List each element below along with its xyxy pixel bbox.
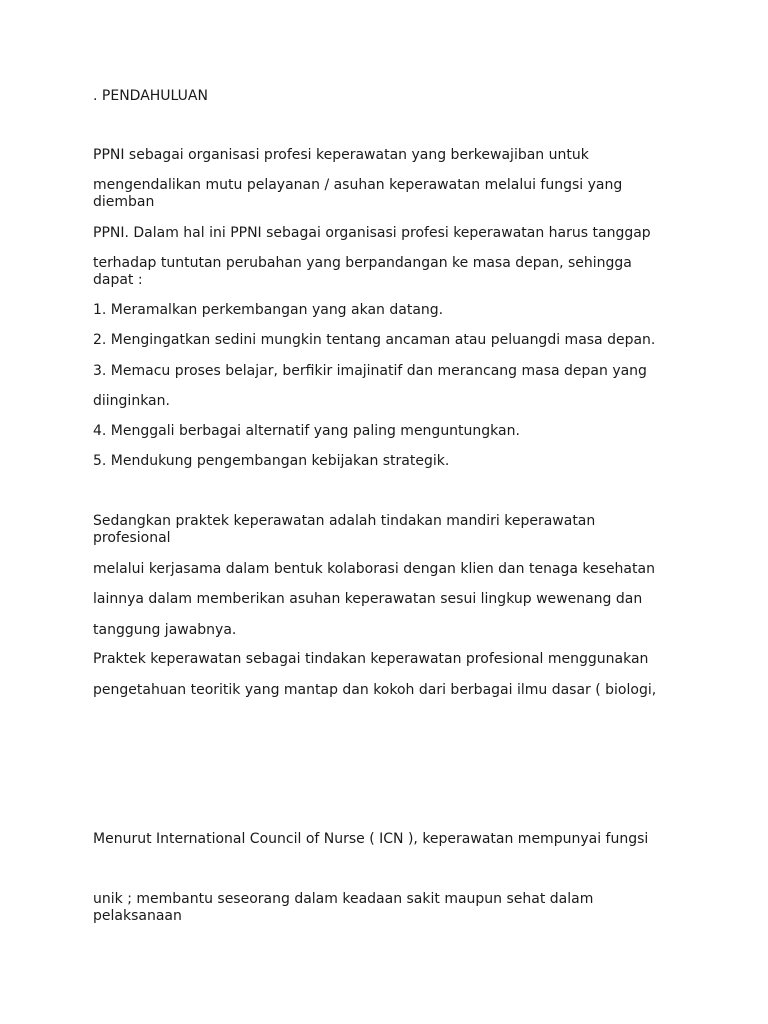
paragraph-line: Menurut International Council of Nurse ( ICN ), keperawatan mempunyai fungsi	[93, 831, 649, 847]
paragraph-line: unik ; membantu seseorang dalam keadaan sakit maupun sehat dalam pelaksanaan	[93, 891, 594, 924]
paragraph-line: mengendalikan mutu pelayanan / asuhan keperawatan melalui fungsi yang diemban	[93, 177, 623, 210]
paragraph-line: Praktek keperawatan sebagai tindakan keperawatan profesional menggunakan	[93, 651, 649, 667]
list-item: 4. Menggali berbagai alternatif yang paling menguntungkan.	[93, 423, 520, 439]
paragraph-line: pengetahuan teoritik yang mantap dan kokoh dari berbagai ilmu dasar ( biologi,	[93, 682, 657, 698]
paragraph-line: lainnya dalam memberikan asuhan keperawatan sesui lingkup wewenang dan	[93, 591, 643, 607]
list-item-continuation: diinginkan.	[93, 393, 170, 409]
list-item: 1. Meramalkan perkembangan yang akan datang.	[93, 302, 444, 318]
list-item: 5. Mendukung pengembangan kebijakan strategik.	[93, 453, 450, 469]
paragraph-line: PPNI. Dalam hal ini PPNI sebagai organisasi profesi keperawatan harus tanggap	[93, 225, 651, 241]
paragraph-line: tanggung jawabnya.	[93, 622, 237, 638]
paragraph-line: Sedangkan praktek keperawatan adalah tindakan mandiri keperawatan profesional	[93, 513, 596, 546]
list-item: 3. Memacu proses belajar, berfikir imajinatif dan merancang masa depan yang	[93, 363, 647, 379]
paragraph-line: PPNI sebagai organisasi profesi keperawatan yang berkewajiban untuk	[93, 147, 589, 163]
list-item: 2. Mengingatkan sedini mungkin tentang ancaman atau peluangdi masa depan.	[93, 332, 656, 348]
paragraph-line: melalui kerjasama dalam bentuk kolaborasi dengan klien dan tenaga kesehatan	[93, 561, 655, 577]
section-heading: . PENDAHULUAN	[93, 88, 208, 104]
paragraph-line: terhadap tuntutan perubahan yang berpandangan ke masa depan, sehingga dapat :	[93, 255, 632, 288]
